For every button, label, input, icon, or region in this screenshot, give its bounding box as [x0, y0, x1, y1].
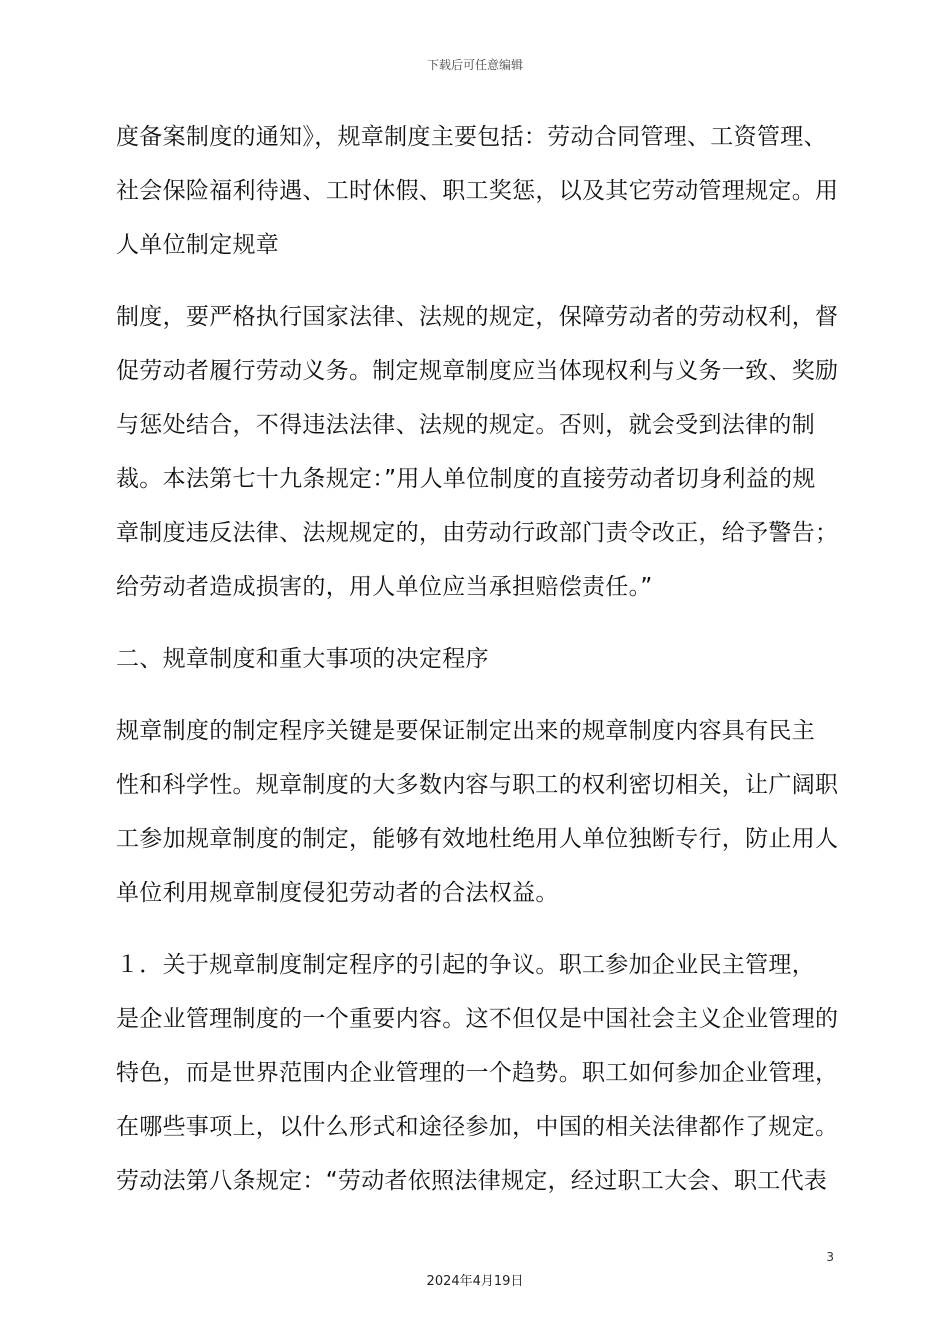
text-line: 章制度违反法律、法规规定的，由劳动行政部门责令改正，给予警告； — [116, 520, 839, 546]
text-line: 特色，而是世界范围内企业管理的一个趋势。职工如何参加企业管理， — [116, 1060, 839, 1086]
text-line: 规章制度的制定程序关键是要保证制定出来的规章制度内容具有民主 — [116, 718, 815, 744]
document-body — [116, 110, 839, 1208]
text-line: 制度，要严格执行国家法律、法规的规定，保障劳动者的劳动权利，督 — [116, 304, 839, 330]
paragraph-4 — [116, 938, 839, 1208]
text-line: 度备案制度的通知》，规章制度主要包括：劳动合同管理、工资管理、 — [116, 124, 827, 150]
paragraph-2 — [116, 290, 839, 614]
text-line: 人单位制定规章 — [116, 232, 280, 258]
text-line: 在哪些事项上，以什么形式和途径参加，中国的相关法律都作了规定。 — [116, 1114, 839, 1140]
section-heading — [116, 632, 836, 686]
text-line: 性和科学性。规章制度的大多数内容与职工的权利密切相关，让广阔职 — [116, 772, 839, 798]
heading-line: 二、规章制度和重大事项的决定程序 — [116, 646, 489, 672]
text-line: 单位利用规章制度侵犯劳动者的合法权益。 — [116, 880, 559, 906]
page-number: 3 — [826, 1250, 834, 1264]
text-line: 劳动法第八条规定：“劳动者依照法律规定，经过职工大会、职工代表 — [116, 1168, 828, 1194]
text-line: 给劳动者造成损害的，用人单位应当承担赔偿责任。” — [116, 574, 653, 600]
text-line: 是企业管理制度的一个重要内容。这不但仅是中国社会主义企业管理的 — [116, 1006, 839, 1032]
text-line: 工参加规章制度的制定，能够有效地杜绝用人单位独断专行，防止用人 — [116, 826, 839, 852]
text-line: 社会保险福利待遇、工时休假、职工奖惩，以及其它劳动管理规定。用 — [116, 178, 839, 204]
footer-date: 2024年4月19日 — [426, 1274, 524, 1289]
text-line: 裁。本法第七十九条规定：”用人单位制度的直接劳动者切身利益的规 — [116, 466, 816, 492]
text-line: 促劳动者履行劳动义务。制定规章制度应当体现权利与义务一致、奖励 — [116, 358, 839, 384]
text-line: １．关于规章制度制定程序的引起的争议。职工参加企业民主管理， — [116, 952, 815, 978]
text-line: 与惩处结合，不得违法法律、法规的规定。否则，就会受到法律的制 — [116, 412, 815, 438]
header-note: 下载后可任意编辑 — [426, 58, 523, 72]
paragraph-3 — [116, 704, 839, 920]
paragraph-1 — [116, 110, 839, 272]
